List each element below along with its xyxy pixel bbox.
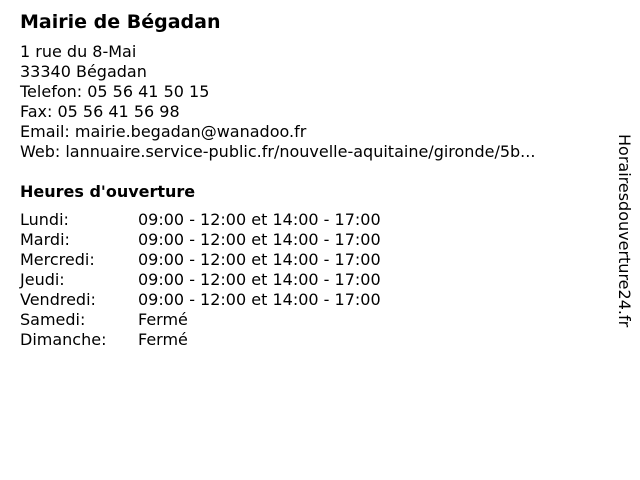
day-label-wednesday: Mercredi: xyxy=(20,250,95,269)
day-label-monday: Lundi: xyxy=(20,210,69,229)
hours-value-saturday: Fermé xyxy=(138,310,188,329)
office-card xyxy=(20,10,600,350)
hours-row-monday xyxy=(20,210,600,230)
opening-hours-table xyxy=(20,210,600,350)
day-label-sunday: Dimanche: xyxy=(20,330,107,349)
hours-row-sunday xyxy=(20,330,600,350)
day-label-thursday: Jeudi: xyxy=(20,270,65,289)
hours-value-wednesday: 09:00 - 12:00 et 14:00 - 17:00 xyxy=(138,250,381,269)
day-label-tuesday: Mardi: xyxy=(20,230,70,249)
address-line-2: 33340 Bégadan xyxy=(20,62,147,81)
office-title: Mairie de Bégadan xyxy=(20,11,221,33)
hours-row-friday xyxy=(20,290,600,310)
hours-value-tuesday: 09:00 - 12:00 et 14:00 - 17:00 xyxy=(138,230,381,249)
hours-value-friday: 09:00 - 12:00 et 14:00 - 17:00 xyxy=(138,290,381,309)
fax-line: Fax: 05 56 41 56 98 xyxy=(20,102,180,121)
web-line[interactable]: Web: lannuaire.service-public.fr/nouvelle-aquitaine/gironde/5b... xyxy=(20,142,536,161)
hours-value-monday: 09:00 - 12:00 et 14:00 - 17:00 xyxy=(138,210,381,229)
contact-block xyxy=(20,42,600,162)
hours-value-thursday: 09:00 - 12:00 et 14:00 - 17:00 xyxy=(138,270,381,289)
hours-row-tuesday xyxy=(20,230,600,250)
day-label-friday: Vendredi: xyxy=(20,290,96,309)
opening-hours-title: Heures d'ouverture xyxy=(20,182,196,201)
email-line[interactable]: Email: mairie.begadan@wanadoo.fr xyxy=(20,122,307,141)
site-watermark: Horairesdouverture24.fr xyxy=(615,134,634,328)
hours-row-saturday xyxy=(20,310,600,330)
hours-row-thursday xyxy=(20,270,600,290)
phone-line: Telefon: 05 56 41 50 15 xyxy=(20,82,210,101)
day-label-saturday: Samedi: xyxy=(20,310,86,329)
hours-value-sunday: Fermé xyxy=(138,330,188,349)
address-line-1: 1 rue du 8-Mai xyxy=(20,42,137,61)
hours-row-wednesday xyxy=(20,250,600,270)
